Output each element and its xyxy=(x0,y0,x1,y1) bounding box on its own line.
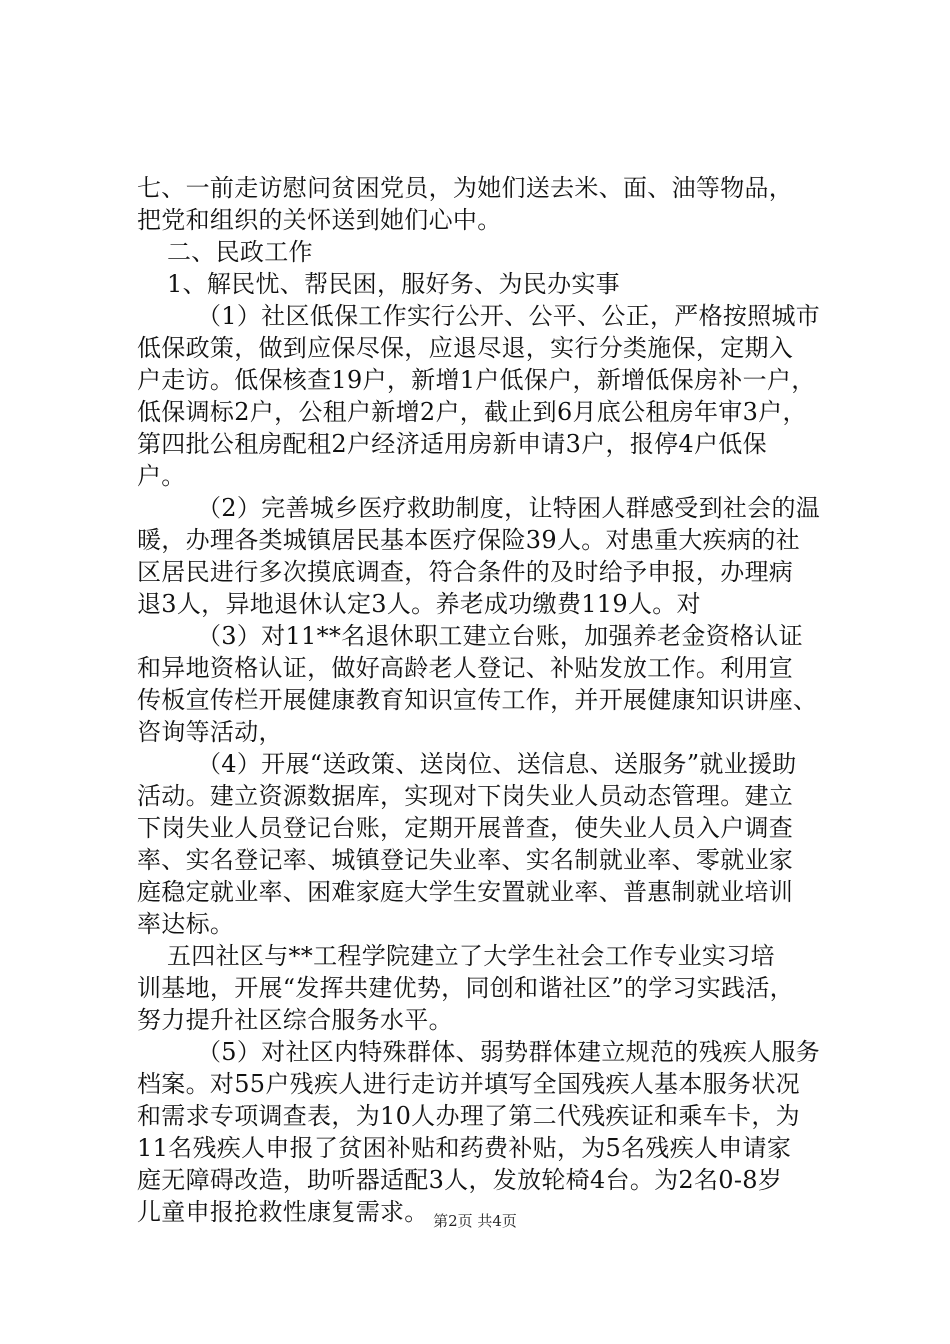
paragraph-medical-assistance: （2）完善城乡医疗救助制度，让特困人群感受到社会的温 暖，办理各类城镇居民基本医疗保险39人。对患重大疾病的社 区居民进行多次摸底调查，符合条件的及时给予申报，办理病 退3人，异地退休认定3人。养老成功缴费119人。对 xyxy=(137,494,821,618)
paragraph-disabled-services: （5）对社区内特殊群体、弱势群体建立规范的残疾人服务 档案。对55户残疾人进行走访并填写全国残疾人基本服务状况 和需求专项调查表，为10人办理了第二代残疾证和乘车卡，为 11名残疾人申报了贫困补贴和药费补贴，为5名残疾人申请家 庭无障碍改造，助听器适配3人，发放轮椅4台。为2名0-8岁 儿童申报抢救性康复需求。 xyxy=(137,1038,821,1226)
paragraph-visits: 七、一前走访慰问贫困党员，为她们送去米、面、油等物品， 把党和组织的关怀送到她们心中。 xyxy=(137,174,794,234)
section-heading-civil-affairs: 二、民政工作 xyxy=(167,238,313,266)
document-body xyxy=(137,172,837,1228)
paragraph-retired-workers: （3）对11**名退休职工建立台账，加强养老金资格认证 和异地资格认证，做好高龄老人登记、补贴发放工作。利用宣 传板宣传栏开展健康教育知识宣传工作，并开展健康知识讲座、 咨询等活动， xyxy=(137,622,818,746)
paragraph-low-income-support: （1）社区低保工作实行公开、公平、公正，严格按照城市 低保政策，做到应保尽保，应退尽退，实行分类施保，定期入 户走访。低保核查19户，新增1户低保户，新增低保房补一户， 低保调标2户，公租户新增2户，截止到6月底公租房年审3户， 第四批公租房配租2户经济适用房新申请3户，报停4户低保 户。 xyxy=(137,302,821,490)
subsection-heading-serve-people: 1、解民忧、帮民困，服好务、为民办实事 xyxy=(167,270,620,298)
page-number-footer: 第2页 共4页 xyxy=(433,1212,517,1230)
paragraph-employment-assistance: （4）开展“送政策、送岗位、送信息、送服务”就业援助 活动。建立资源数据库，实现对下岗失业人员动态管理。建立 下岗失业人员登记台账，定期开展普查，使失业人员入户调查 率、实名登记率、城镇登记失业率、实名制就业率、零就业家 庭稳定就业率、困难家庭大学生安置就业率、普惠制就业培训 率达标。 xyxy=(137,750,797,938)
paragraph-university-cooperation: 五四社区与**工程学院建立了大学生社会工作专业实习培 训基地，开展“发挥共建优势，同创和谐社区”的学习实践活， 努力提升社区综合服务水平。 xyxy=(137,942,794,1034)
